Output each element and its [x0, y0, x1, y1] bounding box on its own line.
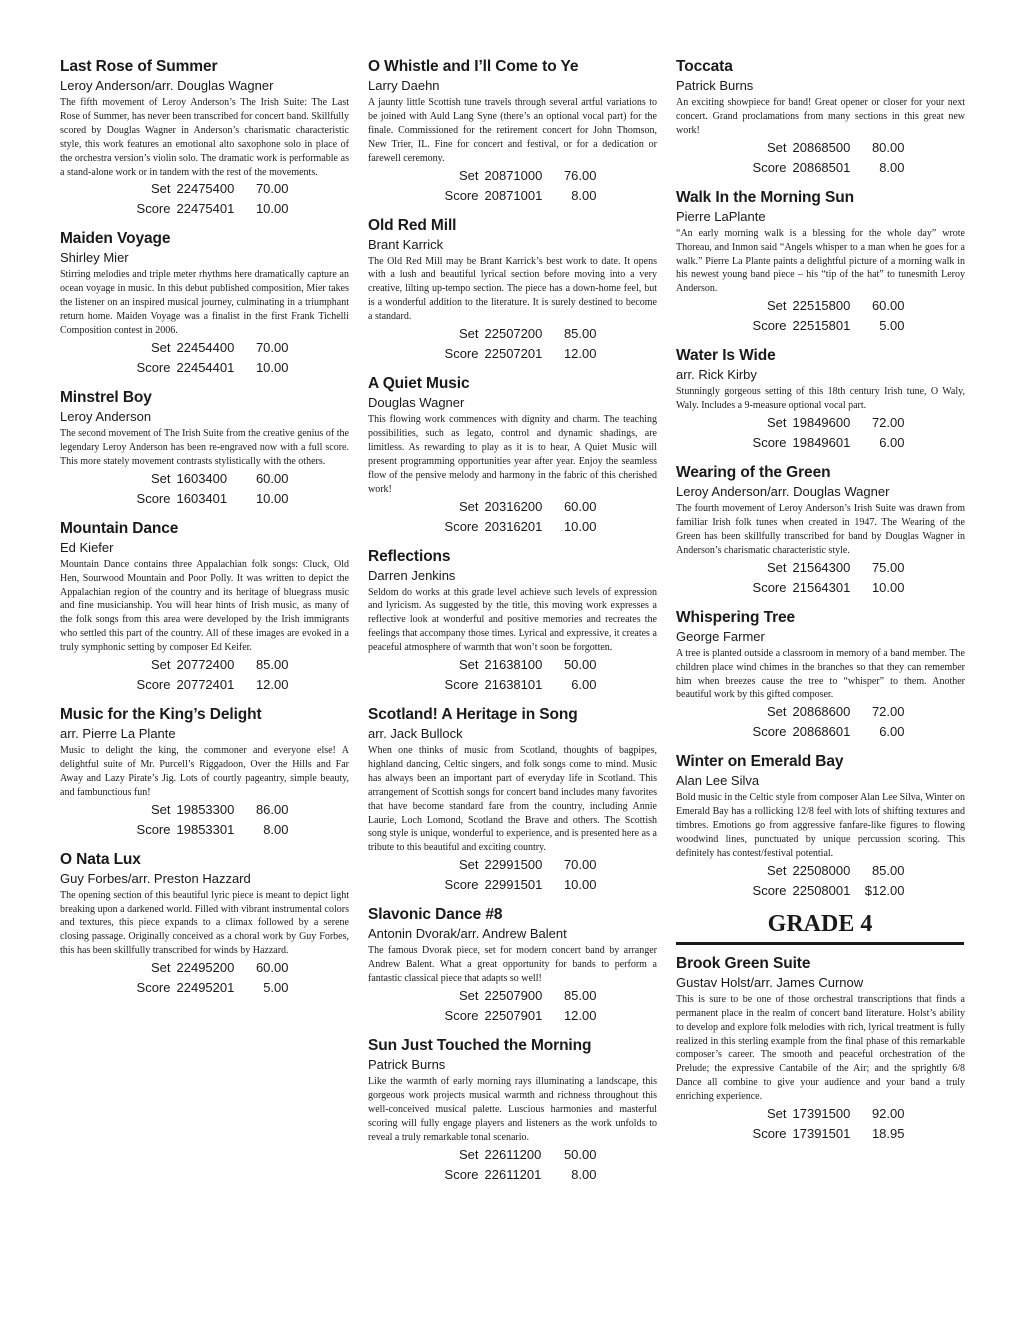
price-amount: 5.00: [879, 318, 905, 334]
entry-description: A tree is planted outside a classroom in memory of a band member. The children place wind chimes in the branches so that they can remember him when breezes cause the tree to “whisper” to them. Another beautiful work by this gifted composer.: [676, 647, 965, 701]
price-row: [368, 1165, 657, 1185]
price-amount: 50.00: [563, 657, 597, 673]
price-label: Score: [136, 821, 171, 837]
price-row: [368, 675, 657, 695]
catalog-entry: [676, 751, 965, 901]
price-label: Score: [752, 724, 787, 740]
entry-description: The fourth movement of Leroy Anderson’s Irish Suite was drawn from familiar Irish folk tunes when created in 1947. The Wearing of the Green has been skillfully transcribed for band by Douglas Wagner in Anderson’s charismatic characteristic style.: [676, 503, 965, 556]
catalog-number: 22515801: [792, 318, 851, 334]
price-amount: 10.00: [563, 877, 597, 893]
price-label: Set: [150, 960, 171, 976]
price-row: [676, 558, 965, 578]
entry-description: Stunningly gorgeous setting of this 18th century Irish tune, O Waly, Waly. Includes a 9-measure optional vocal part.: [676, 386, 965, 412]
catalog-number: 21638100: [484, 657, 543, 673]
entry-title: Water Is Wide: [676, 347, 776, 365]
price-row: [60, 338, 349, 358]
entry-composer: Guy Forbes/arr. Preston Hazzard: [60, 870, 251, 886]
entry-title: O Nata Lux: [60, 850, 141, 868]
catalog-number: 22495200: [176, 960, 235, 976]
catalog-entry: [60, 704, 349, 840]
catalog-number: 20772400: [176, 657, 235, 673]
price-row: [676, 702, 965, 722]
catalog-entry: [368, 215, 657, 365]
catalog-entry: [60, 849, 349, 999]
price-amount: 8.00: [571, 1166, 597, 1182]
price-amount: 85.00: [563, 988, 597, 1003]
catalog-number: 22611200: [484, 1146, 542, 1162]
catalog-entry: [676, 187, 965, 337]
entry-composer: Patrick Burns: [676, 78, 754, 93]
entry-composer: Leroy Anderson/arr. Douglas Wagner: [676, 484, 890, 500]
price-row: [368, 655, 657, 675]
price-label: Set: [766, 862, 787, 878]
entry-description: The opening section of this beautiful lyric piece is meant to depict light breaking upon a darkened world. Filled with vibrant instrumental colors and textures, this piece expands to a climax followed by a serene closing passage. Originally conceived as a choral work by Guy Forbes, this has been skillfully transcribed for winds by Hazzard.: [60, 889, 349, 957]
price-row: [60, 358, 349, 378]
price-amount: 92.00: [871, 1106, 905, 1122]
price-label: Set: [458, 657, 479, 673]
column-1: [60, 56, 349, 1007]
grade-heading: GRADE 4: [767, 910, 873, 937]
price-label: Score: [136, 201, 171, 217]
catalog-number: 20868500: [792, 139, 851, 155]
catalog-number: 17391501: [792, 1126, 851, 1142]
price-amount: 70.00: [563, 857, 597, 873]
price-row: [368, 497, 657, 517]
price-row: [676, 861, 965, 881]
entry-title: Brook Green Suite: [676, 954, 811, 972]
entry-title: Minstrel Boy: [60, 388, 152, 406]
price-amount: 5.00: [263, 980, 289, 996]
catalog-entry: [368, 546, 657, 696]
catalog-entry: [60, 228, 349, 378]
price-row: [60, 655, 349, 675]
price-amount: 85.00: [255, 657, 289, 673]
price-row: [676, 578, 965, 598]
price-label: Score: [444, 677, 479, 693]
entry-composer: Leroy Anderson: [60, 408, 152, 424]
catalog-number: 19849601: [792, 435, 851, 451]
entry-description: This is sure to be one of those orchestral transcriptions that finds a permanent place in the realm of concert band literature. Holst’s ability to develop and explore folk melodies with rich, lyrical treatment is fully realized in this sterling example from the final phase of this remarkable composer’s career. The smooth and peaceful orchestration of the Prelude; the expressive Cantabile of the Air; and the sprightly 6/8 Dance all combine to give your audience and your band a truly enriching experience.: [676, 993, 965, 1103]
entry-description: Stirring melodies and triple meter rhythms here dramatically capture an ocean voyage in music. In this debut published composition, Mier takes the listener on an inspired musical journey, culminating in a triumphant return home. Maiden Voyage was a finalist in the first Frank Tichelli Composition contest in 2006.: [60, 269, 349, 337]
price-label: Set: [766, 139, 787, 155]
price-amount: 10.00: [255, 359, 289, 375]
price-row: [60, 469, 349, 489]
price-amount: 12.00: [563, 346, 597, 362]
price-label: Score: [136, 980, 171, 996]
catalog-number: 21564301: [792, 579, 851, 595]
price-label: Set: [150, 470, 171, 486]
catalog-entry: [60, 518, 349, 695]
catalog-number: 20316201: [484, 518, 543, 534]
entry-composer: Antonin Dvorak/arr. Andrew Balent: [368, 926, 567, 942]
entry-title: Old Red Mill: [368, 216, 457, 234]
price-amount: 72.00: [871, 415, 905, 431]
price-amount: 60.00: [255, 470, 289, 486]
price-row: [60, 820, 349, 840]
price-amount: 85.00: [871, 862, 905, 878]
price-amount: 80.00: [871, 139, 905, 155]
price-row: [368, 1145, 657, 1165]
entry-description: The famous Dvorak piece, set for modern concert band by arranger Andrew Balent. What a great opportunity for bands to perform a fantastic classical piece that adapts so well!: [368, 945, 657, 985]
entry-description: When one thinks of music from Scotland, thoughts of bagpipes, highland dancing, Celtic singers, and folk songs come to mind. Music has always been an important part of everyday life in Scotland. This arrangement of Scottish songs for concert band includes many favorites that have become standard fare from the country, including Annie Laurie, Loch Lomond, Scotland the Brave and others. The Scottish song style is unique, wonderful to experience, and is presented here as a tribute to this beautiful and exciting country.: [368, 745, 657, 854]
entry-composer: arr. Rick Kirby: [676, 367, 757, 383]
catalog-entry: [676, 345, 965, 453]
price-amount: 12.00: [255, 677, 289, 693]
grade-divider: [676, 942, 964, 945]
catalog-number: 22507901: [484, 1008, 543, 1023]
entry-description: An exciting showpiece for band! Great opener or closer for your next concert. Grand proclamations from many sections in this great new work!: [676, 97, 965, 136]
entry-title: O Whistle and I’ll Come to Ye: [368, 58, 579, 75]
entry-title: Whispering Tree: [676, 608, 796, 626]
price-label: Set: [458, 498, 479, 514]
entry-title: Toccata: [676, 58, 733, 75]
price-label: Score: [752, 1126, 787, 1142]
entry-description: Seldom do works at this grade level achieve such levels of expression and lyricism. As suggested by the title, this moving work expresses a reflective look at wonderful and positive memories and recreates the feelings that accompany those times. Lyrical and expressive, it creates a peaceful atmosphere of warmth that won’t soon be forgotten.: [368, 586, 657, 654]
price-label: Set: [766, 415, 787, 431]
price-amount: 8.00: [571, 187, 597, 203]
catalog-number: 22454401: [176, 359, 235, 375]
price-row: [676, 722, 965, 742]
price-row: [676, 413, 965, 433]
price-amount: 60.00: [871, 298, 905, 314]
catalog-number: 17391500: [792, 1106, 851, 1122]
price-amount: 8.00: [879, 159, 905, 175]
catalog-entry: [676, 953, 965, 1144]
entry-composer: arr. Pierre La Plante: [60, 726, 176, 742]
catalog-number: 22475400: [176, 181, 235, 197]
entry-description: A jaunty little Scottish tune travels through several artful variations to be joined with Auld Lang Syne (there’s an optional vocal part) for the finale. Commissioned for the retirement concert for John Thomson, New Trier, IL. Fine for concert and festival, or for a dedication or farewell ceremony.: [368, 97, 657, 164]
price-amount: 75.00: [871, 559, 905, 575]
price-amount: 10.00: [255, 201, 289, 217]
price-amount: 60.00: [563, 498, 597, 514]
price-row: [676, 158, 965, 178]
entry-title: Sun Just Touched the Morning: [368, 1037, 592, 1054]
price-label: Score: [136, 677, 171, 693]
column-3: [676, 56, 965, 1153]
entry-composer: Larry Daehn: [368, 78, 440, 93]
price-row: [676, 296, 965, 316]
price-label: Score: [444, 877, 479, 893]
catalog-entry: [60, 56, 349, 219]
catalog-entry: [60, 387, 349, 509]
entry-title: Music for the King’s Delight: [60, 706, 262, 724]
price-label: Score: [136, 490, 171, 506]
catalog-entry: [676, 462, 965, 598]
price-row: [676, 316, 965, 336]
price-label: Set: [150, 339, 171, 355]
price-amount: 72.00: [871, 704, 905, 720]
entry-title: Last Rose of Summer: [60, 58, 218, 75]
price-label: Set: [458, 1146, 479, 1162]
catalog-number: 1603401: [176, 490, 228, 506]
catalog-number: 20316200: [484, 498, 543, 514]
price-row: [676, 1124, 965, 1144]
price-label: Score: [444, 346, 479, 362]
catalog-entry: [676, 56, 965, 178]
price-label: Score: [136, 359, 171, 375]
price-label: Score: [444, 518, 479, 534]
price-row: [368, 855, 657, 875]
entry-composer: arr. Jack Bullock: [368, 726, 463, 742]
price-label: Score: [444, 1166, 479, 1182]
entry-description: Music to delight the king, the commoner and everyone else! A delightful suite of Mr. Purcell’s Riggadoon, Over the Hills and Far Away and Lazy Pirate’s Jig. Lots of courtly pageantry, simple beauty, and fambunctious fun!: [60, 745, 349, 798]
price-amount: 18.95: [871, 1126, 905, 1142]
price-row: [368, 166, 657, 186]
price-row: [676, 1104, 965, 1124]
price-row: [60, 675, 349, 695]
entry-title: Winter on Emerald Bay: [676, 753, 844, 771]
catalog-entry: [368, 1035, 657, 1185]
price-row: [676, 433, 965, 453]
entry-description: The fifth movement of Leroy Anderson’s The Irish Suite: The Last Rose of Summer, has never been transcribed for concert band. Skillfully scored by Douglas Wagner in Anderson’s charismatic characteristic style, this work features an emotional alto saxophone solo in place of the orchestra version’s violin solo. The dramatic work is performable as a stand-alone work or in tandem with the rest of the movements.: [60, 97, 349, 178]
catalog-number: 22475401: [176, 201, 235, 217]
catalog-number: 22454400: [176, 339, 235, 355]
catalog-number: 20871001: [484, 187, 543, 203]
entry-composer: Douglas Wagner: [368, 395, 465, 411]
price-row: [60, 978, 349, 998]
catalog-number: 22507200: [484, 326, 543, 342]
catalog-entry: [368, 373, 657, 536]
price-label: Score: [444, 187, 479, 203]
entry-composer: Gustav Holst/arr. James Curnow: [676, 974, 864, 990]
entry-description: Mountain Dance contains three Appalachian folk songs: Cluck, Old Hen, Sourwood Mountain and Poor Polly. It was written to depict the Appalachian region of the country and its heritage of bluegrass music and fine musicianship. You will hear hints of Irish music, as many of the folk songs from this area were developed by the Irish immigrants who settled this part of the country. All of these images are evoked in a truly symphonic setting by composer Ed Keifer.: [60, 558, 349, 654]
catalog-number: 19853300: [176, 801, 235, 817]
entry-title: Walk In the Morning Sun: [676, 188, 854, 206]
catalog-entry: [676, 607, 965, 743]
catalog-number: 22991500: [484, 857, 543, 873]
entry-composer: Pierre LaPlante: [676, 208, 766, 224]
entry-composer: Darren Jenkins: [368, 567, 456, 583]
price-row: [368, 517, 657, 537]
entry-title: Scotland! A Heritage in Song: [368, 706, 578, 724]
entry-description: “An early morning walk is a blessing for the whole day” wrote Thoreau, and Inmon said “Angels whisper to a man when he goes for a walk.” Pierre La Plante paints a delightful picture of a morning walk in his newest young band piece – his “tip of the hat” to tunesmith Leroy Anderson.: [676, 227, 965, 295]
catalog-entry: [368, 904, 657, 1026]
price-label: Set: [766, 559, 787, 575]
price-amount: 76.00: [563, 167, 597, 183]
price-amount: 85.00: [563, 326, 597, 342]
price-amount: 70.00: [255, 339, 289, 355]
price-amount: 8.00: [263, 821, 289, 837]
price-row: [676, 881, 965, 901]
catalog-number: 21638101: [484, 677, 543, 693]
price-row: [60, 489, 349, 509]
price-label: Set: [766, 1106, 787, 1122]
catalog-number: 20772401: [176, 677, 235, 693]
entry-composer: George Farmer: [676, 628, 765, 644]
entry-description: Bold music in the Celtic style from composer Alan Lee Silva, Winter on Emerald Bay has a rollicking 12/8 feel with lots of shifting textures and timbres. Emotions go from aggressive fanfare-like figures to flowing woodwind lines, punctuated by unique percussion scoring. This definitely has contest/festival potential.: [676, 792, 965, 859]
catalog-number: 22991501: [484, 877, 543, 893]
entry-title: Reflections: [368, 547, 451, 565]
price-row: [60, 800, 349, 820]
price-row: [60, 179, 349, 199]
catalog-number: 22611201: [484, 1166, 542, 1182]
price-label: Score: [752, 435, 787, 451]
price-amount: 10.00: [563, 518, 597, 534]
catalog-number: 22495201: [176, 980, 235, 996]
price-row: [368, 986, 657, 1006]
price-label: Set: [458, 326, 479, 342]
catalog-number: 20868501: [792, 159, 851, 175]
price-row: [368, 186, 657, 206]
catalog-number: 21564300: [792, 559, 851, 575]
entry-title: Maiden Voyage: [60, 230, 171, 248]
price-label: Score: [752, 579, 787, 595]
entry-description: Like the warmth of early morning rays illuminating a landscape, this gorgeous work projects musical warmth and richness throughout this well-conceived musical palette. Luscious harmonies and masterful scoring will fully engage players and listeners as the work unfolds to reveal a truly remarkable tonal scenario.: [368, 1076, 657, 1143]
catalog-number: 20868601: [792, 724, 851, 740]
price-row: [676, 138, 965, 158]
price-amount: 6.00: [879, 435, 905, 451]
price-row: [368, 324, 657, 344]
entry-description: The second movement of The Irish Suite from the creative genius of the legendary Leroy Anderson has been re-engraved now with a full score. This more stately movement contrasts stylistically with the others.: [60, 427, 349, 467]
entry-composer: Brant Karrick: [368, 236, 444, 252]
price-row: [368, 1006, 657, 1026]
catalog-number: 20868600: [792, 704, 851, 720]
column-2: [368, 56, 657, 1194]
price-label: Set: [766, 298, 787, 314]
price-amount: 50.00: [563, 1146, 597, 1162]
catalog-number: 1603400: [176, 470, 228, 486]
price-row: [60, 199, 349, 219]
price-amount: 6.00: [571, 677, 597, 693]
catalog-number: 22515800: [792, 298, 851, 314]
price-amount: 60.00: [255, 960, 289, 976]
price-amount: 6.00: [879, 724, 905, 740]
entry-composer: Ed Kiefer: [60, 539, 114, 555]
catalog-entry: [368, 56, 657, 206]
catalog-number: 19849600: [792, 415, 851, 431]
price-amount: 70.00: [255, 181, 289, 197]
entry-title: Slavonic Dance #8: [368, 906, 503, 924]
price-label: Set: [458, 857, 479, 873]
price-amount: $12.00: [864, 882, 905, 898]
catalog-number: 22508001: [792, 882, 851, 898]
price-row: [60, 958, 349, 978]
price-label: Score: [444, 1008, 479, 1023]
entry-title: A Quiet Music: [368, 375, 470, 393]
price-label: Set: [458, 167, 479, 183]
price-label: Set: [766, 704, 787, 720]
entry-title: Mountain Dance: [60, 519, 179, 537]
entry-composer: Patrick Burns: [368, 1057, 446, 1072]
entry-composer: Alan Lee Silva: [676, 773, 760, 789]
catalog-number: 20871000: [484, 167, 543, 183]
price-amount: 10.00: [871, 579, 905, 595]
price-row: [368, 875, 657, 895]
price-label: Set: [150, 801, 171, 817]
price-label: Score: [752, 318, 787, 334]
price-label: Set: [150, 181, 171, 197]
price-label: Score: [752, 159, 787, 175]
price-label: Set: [150, 657, 171, 673]
catalog-entry: [368, 704, 657, 895]
catalog-number: 19853301: [176, 821, 235, 837]
entry-description: This flowing work commences with dignity and charm. The teaching possibilities, such as legato, control and dynamic shadings, are limitless. As rewarding to play as it is to hear, A Quiet Music will present programming opportunities year after year. Enjoy the seamless flow of the pensive melody and harmony in the fabric of this cherished work!: [368, 414, 657, 495]
entry-composer: Leroy Anderson/arr. Douglas Wagner: [60, 78, 274, 93]
price-amount: 10.00: [255, 490, 289, 506]
catalog-number: 22507900: [484, 988, 543, 1003]
entry-title: Wearing of the Green: [676, 464, 831, 482]
price-amount: 86.00: [255, 801, 289, 817]
catalog-number: 22508000: [792, 862, 851, 878]
price-label: Set: [458, 988, 479, 1003]
price-amount: 12.00: [563, 1008, 597, 1023]
catalog-number: 22507201: [484, 346, 543, 362]
entry-description: The Old Red Mill may be Brant Karrick’s best work to date. It opens with a lush and beautiful lyrical section before moving into a very creative, lilting up-tempo section. The piece has a down-home feel, but is a wonderful addition to the literature. It is surely destined to become a standard.: [368, 255, 657, 323]
price-row: [368, 344, 657, 364]
entry-composer: Shirley Mier: [60, 250, 129, 266]
price-label: Score: [752, 882, 787, 898]
